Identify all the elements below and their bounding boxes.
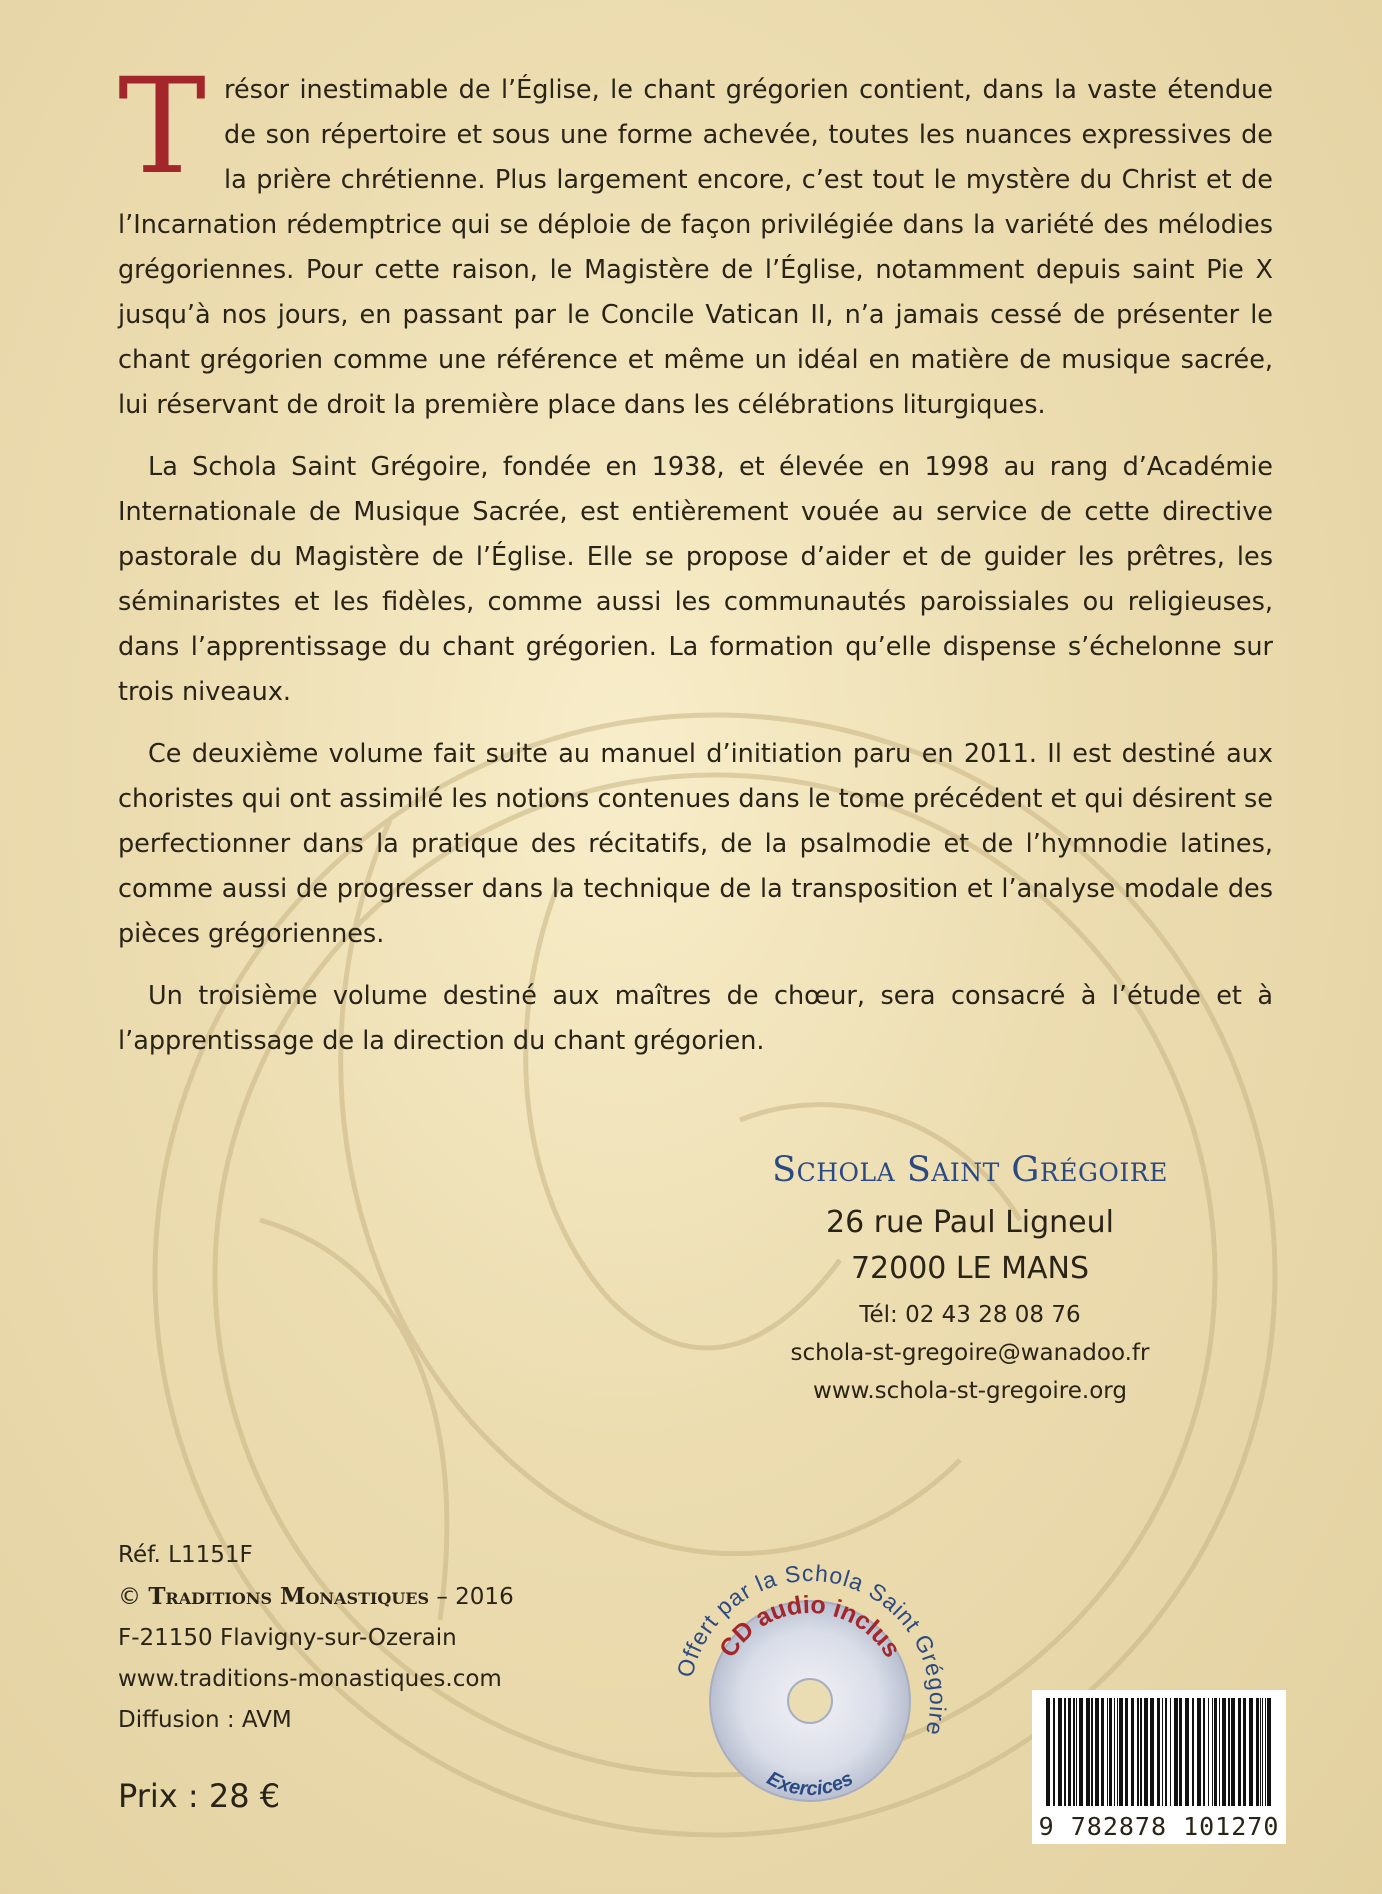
phone-number: Tél: 02 43 28 08 76 xyxy=(859,1302,1081,1328)
barcode-bars xyxy=(1032,1690,1286,1810)
reference-code: Réf. L1151F xyxy=(118,1542,253,1568)
barcode-bar xyxy=(1219,1698,1220,1806)
barcode-bar xyxy=(1114,1698,1115,1806)
cd-title: CD audio inclus xyxy=(713,1590,907,1663)
copyright-symbol: © xyxy=(118,1584,141,1610)
barcode-bar xyxy=(1238,1698,1241,1806)
organization-name: Schola Saint Grégoire xyxy=(772,1150,1168,1190)
publisher-name: Traditions Monastiques xyxy=(148,1583,430,1610)
publisher-info xyxy=(118,1535,514,1741)
barcode-bar xyxy=(1203,1698,1205,1806)
barcode-digits: 9 782878 101270 xyxy=(1038,1812,1280,1841)
barcode-bar xyxy=(1174,1698,1178,1806)
barcode-bar xyxy=(1046,1698,1050,1806)
barcode-bar xyxy=(1265,1698,1266,1806)
paragraph-1 xyxy=(118,50,1273,428)
barcode-bar xyxy=(1109,1698,1112,1806)
barcode-bar xyxy=(1267,1698,1271,1806)
barcode-bar xyxy=(1068,1698,1071,1806)
cd-ring-text: Offert par la Schola Saint Grégoire xyxy=(671,1559,952,1739)
barcode-bar xyxy=(1231,1698,1235,1806)
barcode-bar xyxy=(1086,1698,1090,1806)
barcode-bar xyxy=(1157,1698,1160,1806)
barcode-bar xyxy=(1119,1698,1123,1806)
barcode-bar xyxy=(1064,1698,1066,1806)
barcode xyxy=(1032,1690,1286,1844)
barcode-bar xyxy=(1214,1698,1217,1806)
street-address: 26 rue Paul Ligneul xyxy=(826,1205,1114,1240)
barcode-bar xyxy=(1137,1698,1139,1806)
barcode-bar xyxy=(1256,1698,1259,1806)
barcode-bar xyxy=(1208,1698,1209,1806)
barcode-bar xyxy=(1212,1698,1213,1806)
barcode-bar xyxy=(1091,1698,1093,1806)
barcode-bar xyxy=(1179,1698,1182,1806)
barcode-bar xyxy=(1162,1698,1163,1806)
barcode-bar xyxy=(1165,1698,1167,1806)
barcode-bar xyxy=(1262,1698,1263,1806)
barcode-bar xyxy=(1107,1698,1108,1806)
barcode-bar xyxy=(1260,1698,1261,1806)
drop-cap: T xyxy=(118,50,207,204)
barcode-bar xyxy=(1076,1698,1077,1806)
website-address: www.schola-st-gregoire.org xyxy=(813,1378,1127,1404)
barcode-bar xyxy=(1222,1698,1226,1806)
paragraph-2: La Schola Saint Grégoire, fondée en 1938, et élevée en 1998 au rang d’Académie Internationale de Musique Sacrée, est entièrement vouée au service de cette directive pastorale du Magistère de l’Église. Elle se propose d’aider et de guider les prêtres, les séminaristes et les fidèles, comme aussi les communautés paroissiales ou religieuses, dans l’apprentissage du chant grégorien. La formation qu’elle dispense s’échelonne sur trois niveaux. xyxy=(118,452,1273,707)
copyright-line xyxy=(118,1576,514,1618)
publisher-website: www.traditions-monastiques.com xyxy=(118,1666,502,1692)
barcode-bar xyxy=(1079,1698,1083,1806)
barcode-bar xyxy=(1053,1698,1055,1806)
barcode-bar xyxy=(1170,1698,1171,1806)
city-postcode: 72000 LE MANS xyxy=(850,1251,1090,1286)
email-address: schola-st-gregoire@wanadoo.fr xyxy=(790,1340,1150,1366)
barcode-bar xyxy=(1095,1698,1099,1806)
paragraph-1-text: résor inestimable de l’Église, le chant grégorien contient, dans la vaste étendue de son répertoire et sous une forme achevée, toutes les nuances expressives de la prière chrétienne. Plus largement encore, c’est tout le mystère du Christ et de l’Incarnation rédemptrice qui se déploie de façon privilégiée dans la variété des mélodies grégoriennes. Pour cette raison, le Magistère de l’Église, notamment depuis saint Pie X jusqu’à nos jours, en passant par le Concile Vatican II, n’a jamais cessé de présenter le chant grégorien comme une référence et même un idéal en matière de musique sacrée, lui réservant de droit la première place dans les célébrations liturgiques. xyxy=(118,75,1273,420)
barcode-bar xyxy=(1192,1698,1194,1806)
barcode-bar xyxy=(1117,1698,1118,1806)
barcode-bar xyxy=(1125,1698,1128,1806)
cd-hole xyxy=(788,1679,832,1723)
price: Prix : 28 € xyxy=(118,1777,281,1815)
barcode-bar xyxy=(1131,1698,1134,1806)
barcode-bar xyxy=(1249,1698,1253,1806)
barcode-bar xyxy=(1150,1698,1154,1806)
barcode-bar xyxy=(1228,1698,1230,1806)
barcode-bar xyxy=(1144,1698,1148,1806)
contact-address xyxy=(700,1150,1240,1410)
paragraph-3: Ce deuxième volume fait suite au manuel d’initiation paru en 2011. Il est destiné aux choristes qui ont assimilé les notions contenues dans le tome précédent et qui désirent se perfectionner dans la pratique des récitatifs, de la psalmodie et de l’hymnodie latines, comme aussi de progresser dans la technique de la transposition et l’analyse modale des pièces grégoriennes. xyxy=(118,739,1273,949)
barcode-bar xyxy=(1058,1698,1062,1806)
barcode-bar xyxy=(1185,1698,1189,1806)
barcode-bar xyxy=(1243,1698,1246,1806)
barcode-bar xyxy=(1073,1698,1075,1806)
barcode-bar xyxy=(1140,1698,1142,1806)
barcode-bar xyxy=(1197,1698,1201,1806)
cd-subtitle: Exercices xyxy=(763,1767,857,1801)
cd-badge xyxy=(665,1556,955,1846)
description-text xyxy=(118,50,1273,1081)
copyright-year: – 2016 xyxy=(436,1584,514,1610)
distribution: Diffusion : AVM xyxy=(118,1707,292,1733)
paragraph-4: Un troisième volume destiné aux maîtres de chœur, sera consacré à l’étude et à l’apprentissage de la direction du chant grégorien. xyxy=(118,981,1273,1056)
publisher-location: F-21150 Flavigny-sur-Ozerain xyxy=(118,1625,457,1651)
barcode-bar xyxy=(1101,1698,1104,1806)
